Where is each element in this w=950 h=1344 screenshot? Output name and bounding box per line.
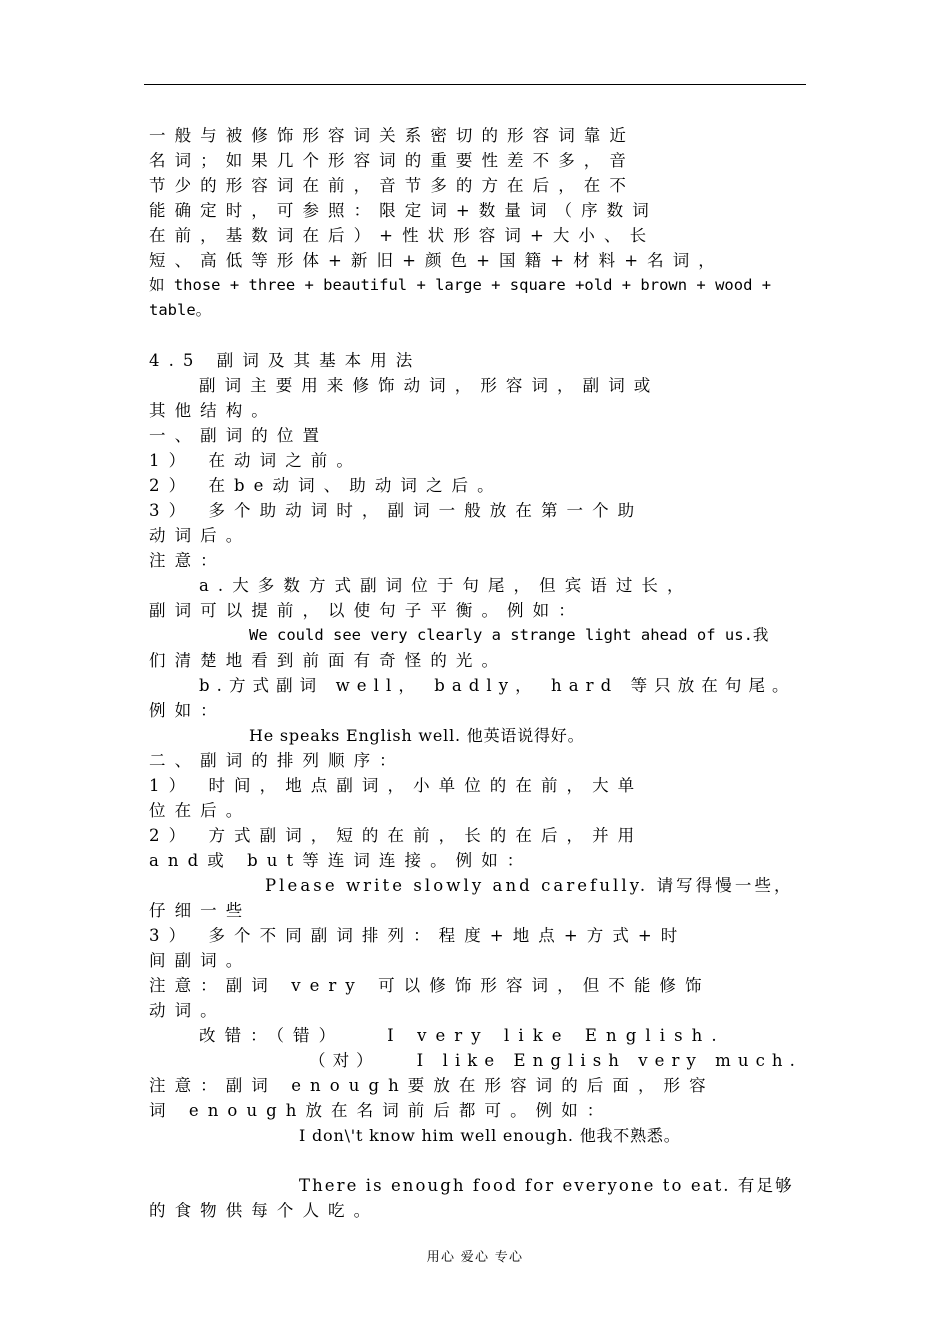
- text-line: Please write slowly and carefully. 请写得慢一些，: [265, 876, 794, 895]
- text-line: 短、高低等形体+新旧+颜色+国籍+材料+名词，: [149, 251, 724, 270]
- text-line: b.方式副词 well， badly， hard 等只放在句尾。: [199, 676, 796, 695]
- header-rule: [144, 84, 806, 85]
- text-line: （对） I like English very much.: [309, 1051, 802, 1070]
- text-line: 3） 多个助动词时，副词一般放在第一个助: [149, 501, 644, 520]
- text-line: 的食物供每个人吃。: [149, 1201, 380, 1220]
- blank-line: [149, 323, 817, 348]
- text-line: 动词。: [149, 1001, 226, 1020]
- text-line: 间副词。: [149, 951, 252, 970]
- text-line: 2） 方式副词，短的在前，长的在后，并用: [149, 826, 644, 845]
- text-line: 一般与被修饰形容词关系密切的形容词靠近: [149, 126, 635, 145]
- text-line: 在前，基数词在后）+性状形容词+大小、长: [149, 226, 656, 245]
- text-line: and或 but等连词连接。例如：: [149, 851, 533, 870]
- text-line: 1） 在动词之前。: [149, 451, 362, 470]
- text-line: table。: [149, 301, 212, 319]
- text-line: 4.5 副词及其基本用法: [149, 351, 422, 370]
- text-line: 注意：: [149, 551, 226, 570]
- text-line: He speaks English well. 他英语说得好。: [249, 726, 585, 745]
- text-line: 如 those + three + beautiful + large + square +old + brown + wood +: [149, 276, 772, 294]
- text-line: 改错：（错） I very like English.: [199, 1026, 726, 1045]
- text-line: 注意：副词 enough要放在形容词的后面，形容: [149, 1076, 715, 1095]
- page-footer: 用心 爱心 专心: [426, 1250, 524, 1265]
- text-line: I don\'t know him well enough. 他我不熟悉。: [299, 1126, 681, 1145]
- text-line: 名词；如果几个形容词的重要性差不多，音: [149, 151, 635, 170]
- text-line: a.大多数方式副词位于句尾，但宾语过长，: [199, 576, 693, 595]
- text-line: 副词可以提前，以使句子平衡。例如：: [149, 601, 584, 620]
- text-line: 其他结构。: [149, 401, 277, 420]
- document-body: [149, 123, 817, 1223]
- text-line: We could see very clearly a strange light ahead of us.我: [249, 626, 769, 644]
- text-line: 二、副词的排列顺序：: [149, 751, 405, 770]
- text-line: 例如：: [149, 701, 226, 720]
- text-line: 们清楚地看到前面有奇怪的光。: [149, 651, 508, 670]
- text-line: 词 enough放在名词前后都可。例如：: [149, 1101, 613, 1120]
- text-line: 一、副词的位置: [149, 426, 329, 445]
- blank-line: [149, 1148, 817, 1173]
- text-line: 2） 在be动词、助动词之后。: [149, 476, 503, 495]
- text-line: 位在后。: [149, 801, 252, 820]
- text-line: 注意：副词 very 可以修饰形容词，但不能修饰: [149, 976, 711, 995]
- text-line: 副词主要用来修饰动词，形容词，副词或: [199, 376, 660, 395]
- text-line: 能确定时，可参照：限定词+数量词（序数词: [149, 201, 658, 220]
- text-line: 节少的形容词在前，音节多的方在后，在不: [149, 176, 635, 195]
- text-line: 3） 多个不同副词排列：程度+地点+方式+时: [149, 926, 687, 945]
- text-line: There is enough food for everyone to eat. 有足够: [299, 1176, 794, 1195]
- text-line: 动词后。: [149, 526, 252, 545]
- text-line: 仔细一些: [149, 901, 252, 920]
- text-line: 1） 时间，地点副词，小单位的在前，大单: [149, 776, 644, 795]
